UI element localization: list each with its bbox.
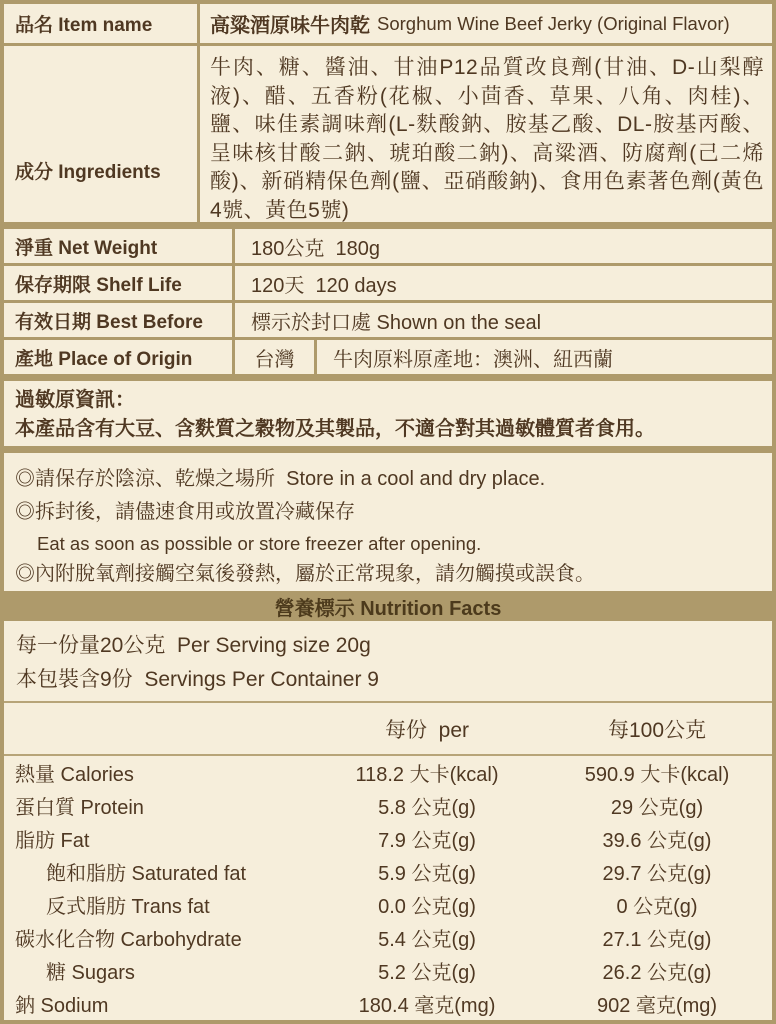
origin-label: 產地 Place of Origin [15,348,193,370]
best-before-row [4,303,772,337]
storage-instructions [4,453,772,591]
net-weight-label: 淨重 Net Weight [15,237,158,259]
storage-line: ◎拆封後，請儘速食用或放置冷藏保存 [15,501,355,523]
beef-origin-value: 牛肉原料原產地：澳洲、紐西蘭 [333,348,613,371]
allergen-info [4,381,772,446]
nutrient-per-100g: 29 公克(g) [610,797,704,819]
nutrient-name: 脂肪 Fat [15,830,90,852]
net-weight-row [4,229,772,263]
nutrition-row-calories [4,756,772,789]
nutrient-per-serving: 7.9 公克(g) [378,830,476,852]
origin-country: 台灣 [254,348,295,371]
best-before-value: 標示於封口處 Shown on the seal [251,311,542,334]
item-name-en: Sorghum Wine Beef Jerky (Original Flavor) [377,12,730,34]
nutrition-facts-header: 營養標示 Nutrition Facts [4,591,772,621]
nutrient-per-100g: 902 毫克(mg) [596,995,718,1017]
nutrition-row-fat [4,822,772,855]
shelf-life-value: 120天 120 days [251,274,397,297]
nutrient-per-serving: 5.2 公克(g) [378,962,476,984]
nutrient-name: 飽和脂肪 Saturated fat [46,863,247,885]
ingredients-text: 牛肉、糖、醬油、甘油P12品質改良劑(甘油、D-山梨醇液)、醋、五香粉(花椒、小茴香、草果、八角、肉桂)、鹽、味佳素調味劑(L-麩酸鈉、胺基乙酸、DL-胺基丙酸、呈味核甘酸二鈉、琥珀酸二鈉)、高粱酒、防腐劑(己二烯酸)、新硝精保色劑(鹽、亞硝酸鈉)、食用色素著色劑(黃色4號、黃色5號) [210,56,764,222]
section-separator [4,374,772,381]
nutrient-name: 糖 Sugars [46,962,135,984]
section-separator [4,222,772,229]
nutrition-row-sugars [4,954,772,987]
best-before-label: 有效日期 Best Before [15,311,203,333]
nutrient-per-100g: 0 公克(g) [616,896,698,918]
origin-row [4,340,772,374]
nutrient-per-100g: 26.2 公克(g) [602,962,712,984]
col-header-per-100g: 每100公克 [607,718,707,742]
nutrient-name: 熱量 Calories [15,764,134,786]
nutrition-row-sodium [4,987,772,1020]
nutrient-per-100g: 27.1 公克(g) [602,929,712,951]
section-separator [4,446,772,453]
serving-size-line: 每一份量20公克 Per Serving size 20g [16,634,371,657]
storage-line: ◎內附脫氧劑接觸空氣後發熱，屬於正常現象，請勿觸摸或誤食。 [15,563,595,585]
nutrient-name: 碳水化合物 Carbohydrate [15,929,242,951]
serving-info [4,621,772,701]
nutrition-row-protein [4,789,772,822]
nutrition-row-carbohydrate [4,921,772,954]
nutrient-per-100g: 590.9 大卡(kcal) [584,764,730,786]
nutrient-per-serving: 5.8 公克(g) [378,797,476,819]
storage-line: ◎請保存於陰涼、乾燥之場所 Store in a cool and dry place. [15,468,546,490]
item-name-zh: 高粱酒原味牛肉乾 [210,15,370,37]
item-name-row [4,4,772,43]
nutrient-per-100g: 29.7 公克(g) [602,863,712,885]
allergen-body: 本產品含有大豆、含麩質之穀物及其製品，不適合對其過敏體質者食用。 [15,418,655,440]
item-name-label: 品名 Item name [15,15,153,36]
nutrition-row-saturated-fat [4,855,772,888]
nutrient-per-100g: 39.6 公克(g) [602,830,712,852]
nutrient-name: 反式脂肪 Trans fat [46,896,210,918]
nutrition-row-trans-fat [4,888,772,921]
nutrient-name: 鈉 Sodium [15,995,109,1017]
nutrient-per-serving: 118.2 大卡(kcal) [355,764,499,786]
storage-line-en: Eat as soon as possible or store freezer after opening. [37,533,482,554]
nutrient-name: 蛋白質 Protein [15,797,144,819]
nutrition-column-headers [4,703,772,754]
net-weight-value: 180公克 180g [251,237,380,260]
ingredients-row [4,46,772,222]
col-header-per-serving: 每份 per [384,718,470,742]
servings-per-container-line: 本包裝含9份 Servings Per Container 9 [16,668,379,691]
nutrient-per-serving: 0.0 公克(g) [378,896,476,918]
item-name-value [200,4,772,43]
shelf-life-row [4,266,772,300]
nutrient-per-serving: 180.4 毫克(mg) [358,995,496,1017]
ingredients-label: 成分 Ingredients [15,161,161,183]
nutrient-per-serving: 5.4 公克(g) [378,929,476,951]
shelf-life-label: 保存期限 Shelf Life [15,274,182,296]
nutrient-per-serving: 5.9 公克(g) [378,863,476,885]
allergen-title: 過敏原資訊： [15,389,135,411]
